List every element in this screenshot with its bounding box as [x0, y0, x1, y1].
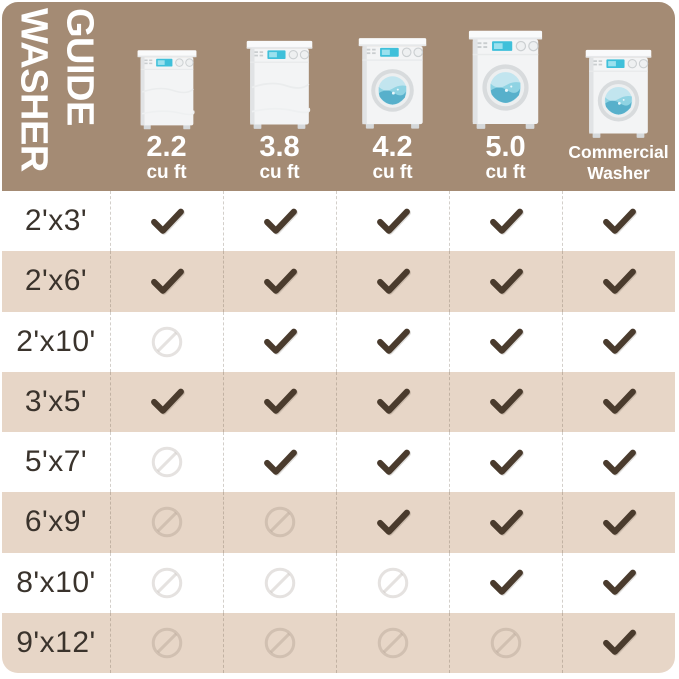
availability-cell: [562, 251, 675, 311]
availability-cell: [449, 372, 562, 432]
availability-cell: [110, 251, 223, 311]
availability-cell: [449, 432, 562, 492]
check-icon: [601, 266, 638, 297]
not-allowed-icon: [149, 625, 185, 661]
availability-cell: [336, 191, 449, 251]
check-icon: [488, 386, 525, 417]
availability-cell: [223, 553, 336, 613]
washer-illustration: [584, 28, 653, 140]
availability-cell: [449, 191, 562, 251]
title-line-2: GUIDE: [58, 8, 101, 126]
column-unit-label: cu ft: [485, 162, 526, 184]
table-row: [2, 191, 675, 251]
table-row: [2, 372, 675, 432]
availability-cell: [110, 432, 223, 492]
check-icon: [262, 326, 299, 357]
column-unit-label: Washer: [587, 163, 650, 183]
washer-guide-card: [2, 2, 675, 673]
rug-size-cell: [2, 432, 110, 492]
availability-cell: [562, 372, 675, 432]
column-unit-label: cu ft: [146, 162, 187, 184]
availability-cell: [449, 613, 562, 673]
rug-size-cell: [2, 553, 110, 613]
availability-cell: [336, 432, 449, 492]
title-block: [2, 2, 110, 191]
rug-size-label: 2'x6': [24, 264, 88, 298]
table-row: [2, 553, 675, 613]
column-capacity-label: 2.2: [146, 130, 187, 163]
table-row: [2, 432, 675, 492]
check-icon: [601, 507, 638, 538]
rug-size-cell: [2, 251, 110, 311]
rug-size-label: 8'x10': [16, 565, 96, 599]
check-icon: [601, 447, 638, 478]
column-capacity-label: 4.2: [372, 130, 413, 163]
rug-size-label: 6'x9': [24, 505, 88, 539]
availability-cell: [223, 372, 336, 432]
availability-cell: [110, 191, 223, 251]
table-row: [2, 613, 675, 673]
availability-cell: [223, 312, 336, 372]
availability-cell: [336, 553, 449, 613]
availability-cell: [223, 492, 336, 552]
check-icon: [488, 266, 525, 297]
rug-size-label: 3'x5': [24, 384, 88, 418]
availability-cell: [110, 372, 223, 432]
washer-illustration: [467, 19, 544, 131]
not-allowed-icon: [149, 324, 185, 360]
top-load-washer-icon: [245, 34, 314, 131]
check-icon: [149, 266, 186, 297]
availability-cell: [223, 251, 336, 311]
column-unit-label: cu ft: [259, 162, 300, 184]
check-icon: [262, 386, 299, 417]
not-allowed-icon: [375, 565, 411, 601]
rug-size-label: 2'x3': [24, 204, 88, 238]
not-allowed-icon: [149, 444, 185, 480]
not-allowed-icon: [149, 565, 185, 601]
check-icon: [488, 567, 525, 598]
rug-size-cell: [2, 372, 110, 432]
column-headers: [110, 2, 675, 191]
table-row: [2, 312, 675, 372]
front-load-washer-icon: [467, 23, 544, 131]
rug-size-label: 2'x10': [16, 324, 96, 358]
check-icon: [375, 386, 412, 417]
check-icon: [601, 326, 638, 357]
availability-cell: [449, 553, 562, 613]
table-row: [2, 492, 675, 552]
column-header-commercial: [562, 2, 675, 191]
check-icon: [375, 447, 412, 478]
availability-cell: [562, 191, 675, 251]
top-load-washer-icon: [136, 44, 198, 131]
table-header: [2, 2, 675, 191]
check-icon: [375, 507, 412, 538]
availability-cell: [562, 613, 675, 673]
check-icon: [601, 567, 638, 598]
washer-illustration: [136, 19, 198, 131]
availability-cell: [336, 372, 449, 432]
check-icon: [488, 206, 525, 237]
check-icon: [262, 266, 299, 297]
check-icon: [488, 326, 525, 357]
column-header-2-2-cu-ft: [110, 2, 223, 191]
check-icon: [601, 386, 638, 417]
not-allowed-icon: [149, 504, 185, 540]
availability-cell: [562, 312, 675, 372]
not-allowed-icon: [488, 625, 524, 661]
column-capacity-label: 5.0: [485, 130, 526, 163]
rug-size-cell: [2, 613, 110, 673]
check-icon: [262, 206, 299, 237]
column-header-5-0-cu-ft: [449, 2, 562, 191]
check-icon: [149, 386, 186, 417]
rug-size-label: 9'x12': [16, 625, 96, 659]
check-icon: [375, 266, 412, 297]
washer-illustration: [357, 19, 428, 131]
not-allowed-icon: [375, 625, 411, 661]
availability-cell: [223, 613, 336, 673]
front-load-washer-icon: [584, 43, 653, 140]
rug-size-cell: [2, 312, 110, 372]
availability-cell: [336, 251, 449, 311]
check-icon: [601, 206, 638, 237]
column-header-4-2-cu-ft: [336, 2, 449, 191]
not-allowed-icon: [262, 504, 298, 540]
washer-illustration: [245, 19, 314, 131]
availability-cell: [562, 432, 675, 492]
availability-cell: [336, 492, 449, 552]
availability-cell: [562, 492, 675, 552]
page-title: [10, 8, 103, 172]
column-header-3-8-cu-ft: [223, 2, 336, 191]
check-icon: [488, 507, 525, 538]
table-body: [2, 191, 675, 673]
availability-cell: [223, 191, 336, 251]
rug-size-cell: [2, 191, 110, 251]
availability-cell: [449, 312, 562, 372]
front-load-washer-icon: [357, 31, 428, 130]
column-capacity-label: Commercial: [568, 142, 669, 162]
availability-cell: [449, 492, 562, 552]
availability-cell: [449, 251, 562, 311]
column-unit-label: cu ft: [372, 162, 413, 184]
availability-cell: [336, 613, 449, 673]
column-capacity-label: 3.8: [259, 130, 300, 163]
rug-size-cell: [2, 492, 110, 552]
check-icon: [262, 447, 299, 478]
check-icon: [601, 627, 638, 658]
title-line-1: WASHER: [12, 8, 55, 172]
check-icon: [375, 206, 412, 237]
not-allowed-icon: [262, 625, 298, 661]
check-icon: [375, 326, 412, 357]
availability-cell: [562, 553, 675, 613]
availability-cell: [110, 492, 223, 552]
availability-cell: [223, 432, 336, 492]
table-row: [2, 251, 675, 311]
check-icon: [149, 206, 186, 237]
availability-cell: [110, 553, 223, 613]
availability-cell: [110, 613, 223, 673]
rug-size-label: 5'x7': [24, 445, 88, 479]
check-icon: [488, 447, 525, 478]
availability-cell: [110, 312, 223, 372]
availability-cell: [336, 312, 449, 372]
not-allowed-icon: [262, 565, 298, 601]
